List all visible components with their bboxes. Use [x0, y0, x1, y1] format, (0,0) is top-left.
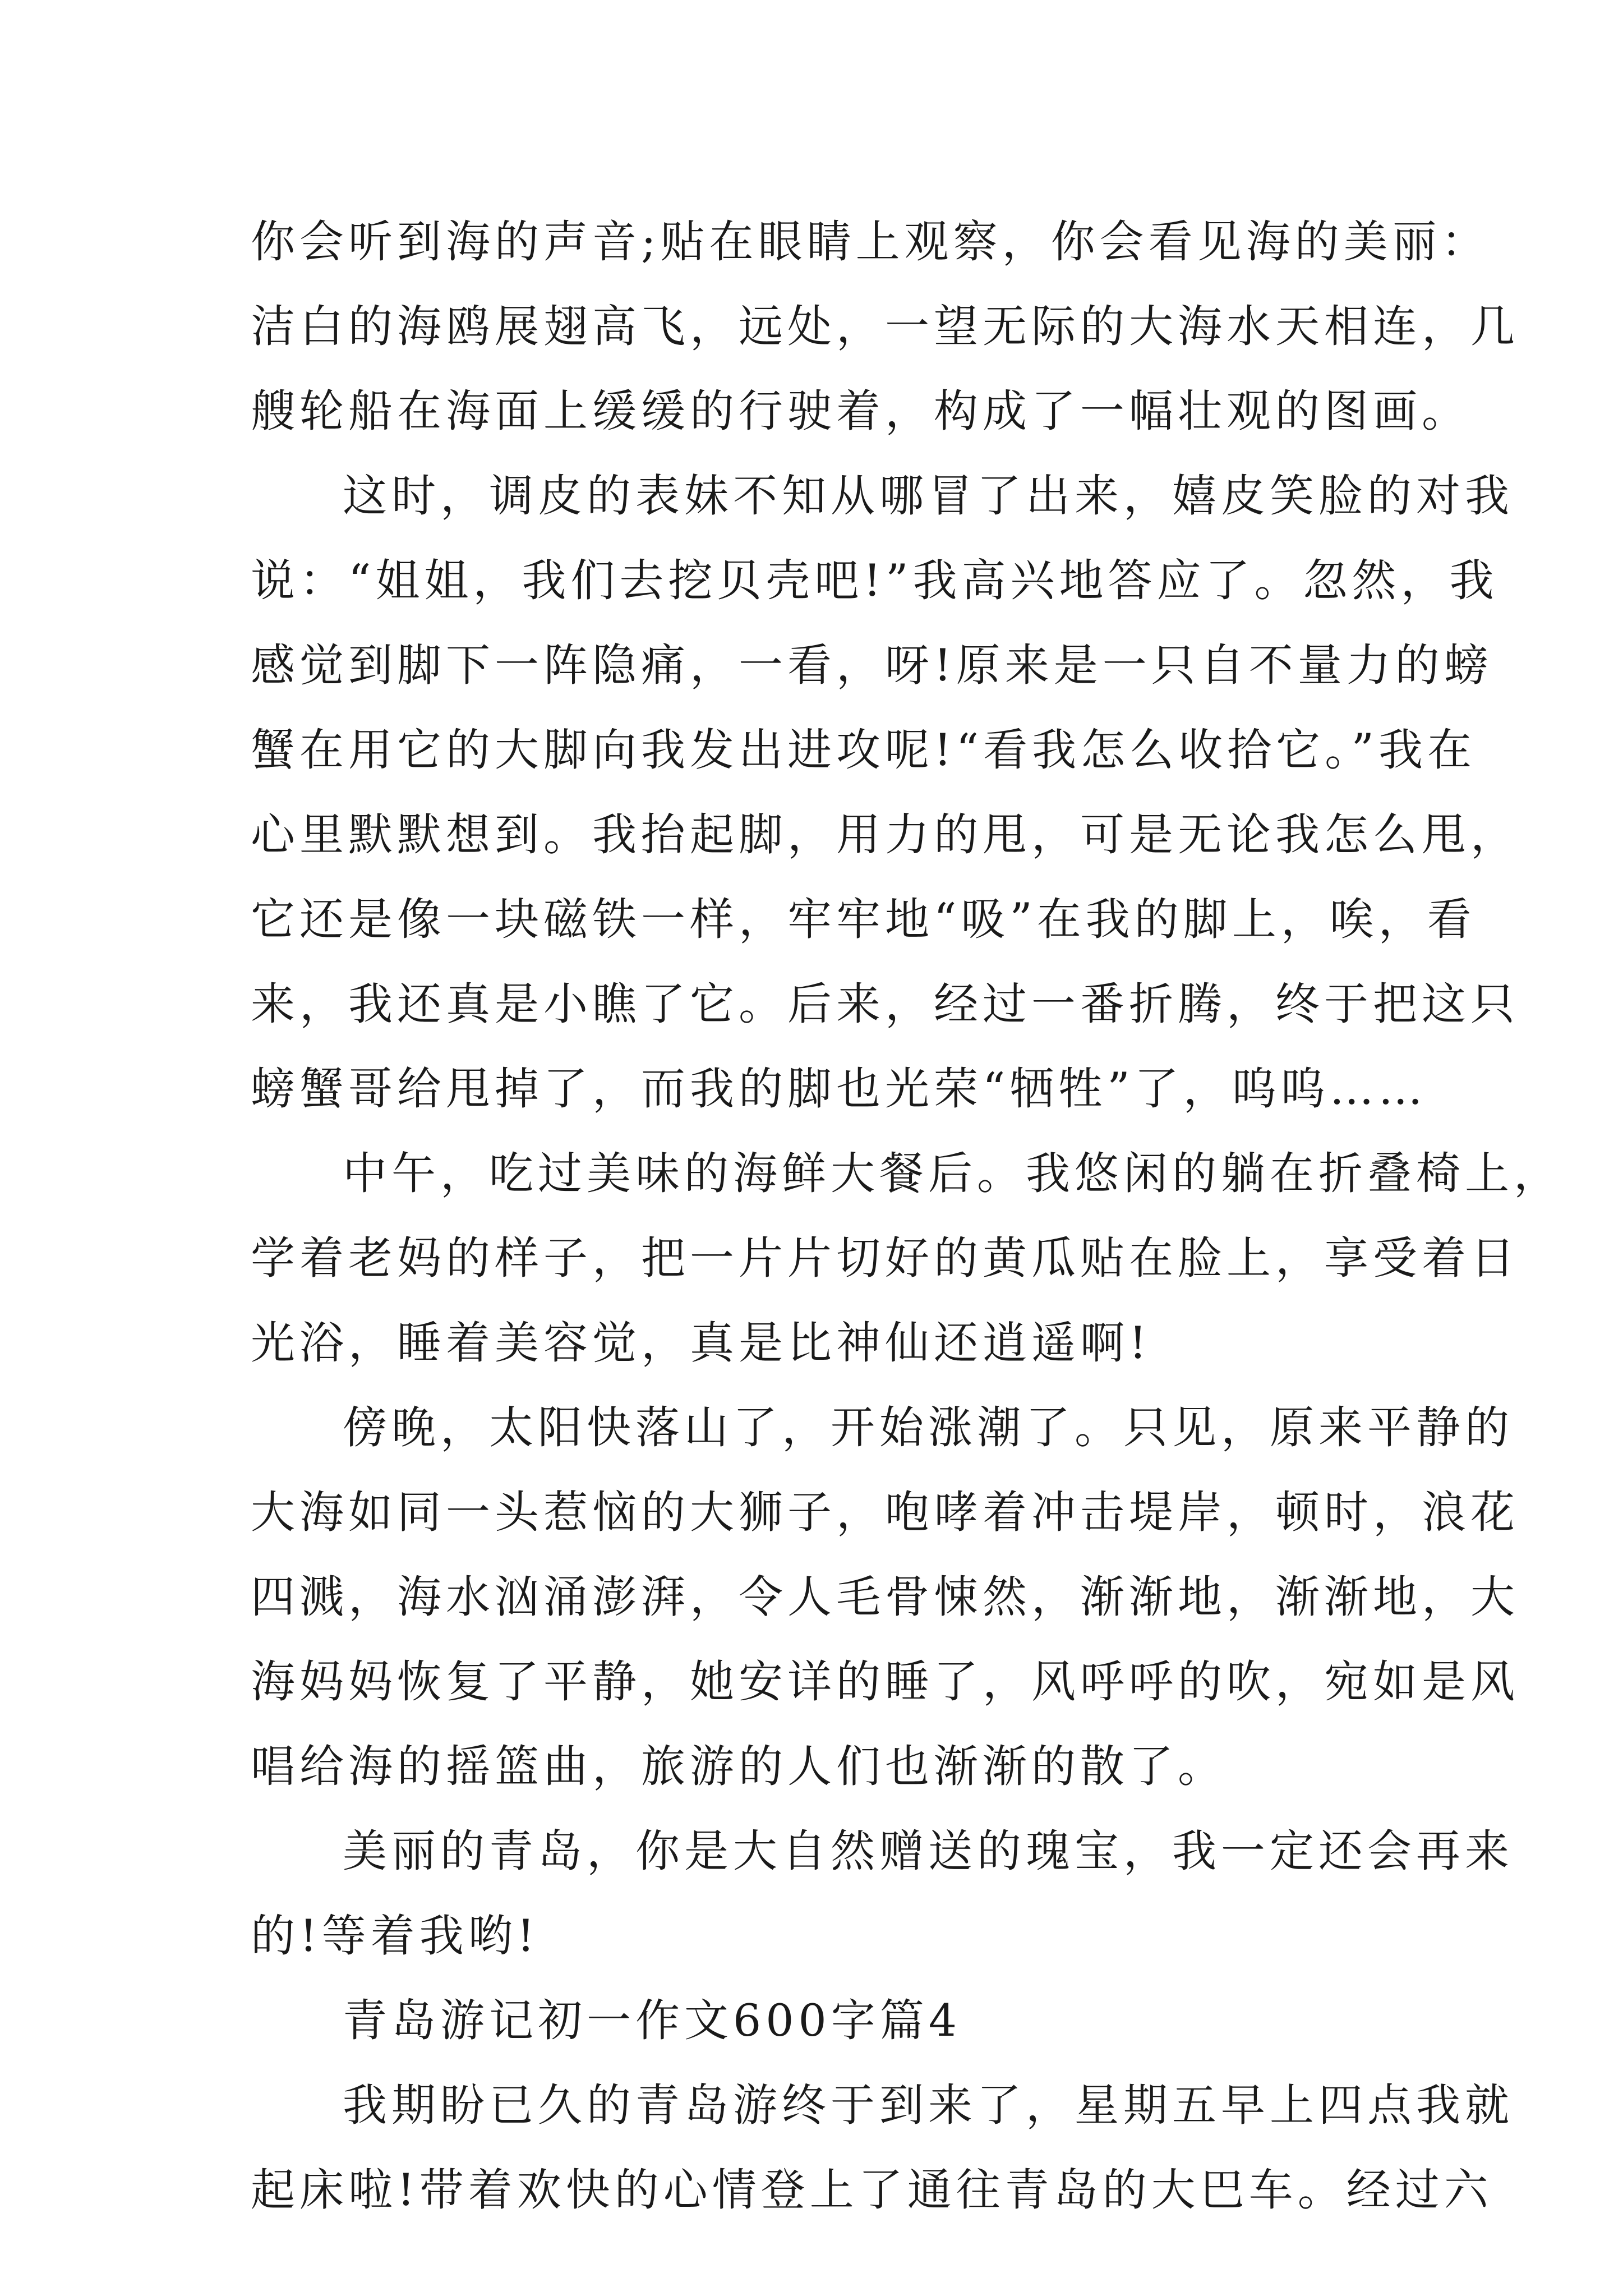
text-line: 蟹在用它的大脚向我发出进攻呢!“看我怎么收拾它。”我在	[251, 724, 1477, 776]
text-line: 学着老妈的样子，把一片片切好的黄瓜贴在脸上，享受着日	[251, 1232, 1519, 1284]
section-heading: 青岛游记初一作文600字篇4	[343, 1995, 962, 2046]
text-line: 的!等着我哟!	[251, 1910, 540, 1962]
text-line: 心里默默想到。我抬起脚，用力的甩，可是无论我怎么甩，	[251, 809, 1519, 861]
paragraph-start-line: 美丽的青岛，你是大自然赠送的瑰宝，我一定还会再来	[343, 1825, 1514, 1877]
paragraph-start-line: 这时，调皮的表妹不知从哪冒了出来，嬉皮笑脸的对我	[343, 470, 1514, 522]
text-line: 说：“姐姐，我们去挖贝壳吧!”我高兴地答应了。忽然，我	[251, 555, 1498, 606]
text-line: 大海如同一头惹恼的大狮子，咆哮着冲击堤岸，顿时，浪花	[251, 1487, 1519, 1538]
text-line: 感觉到脚下一阵隐痛，一看，呀!原来是一只自不量力的螃	[251, 639, 1493, 691]
text-line: 洁白的海鸥展翅高飞，远处，一望无际的大海水天相连，几	[251, 301, 1519, 352]
text-line: 你会听到海的声音;贴在眼睛上观察，你会看见海的美丽：	[251, 216, 1490, 268]
text-line: 来，我还真是小瞧了它。后来，经过一番折腾，终于把这只	[251, 978, 1519, 1030]
text-line: 唱给海的摇篮曲，旅游的人们也渐渐的散了。	[251, 1741, 1227, 1792]
paragraph-start-line: 我期盼已久的青岛游终于到来了，星期五早上四点我就	[343, 2079, 1514, 2131]
essay-text	[251, 200, 1562, 2233]
text-line: 螃蟹哥给甩掉了，而我的脚也光荣“牺牲”了，呜呜……	[251, 1063, 1427, 1115]
text-line: 起床啦!带着欢快的心情登上了通往青岛的大巴车。经过六	[251, 2164, 1493, 2216]
text-line: 四溅，海水汹涌澎湃，令人毛骨悚然，渐渐地，渐渐地，大	[251, 1571, 1519, 1623]
text-line: 艘轮船在海面上缓缓的行驶着，构成了一幅壮观的图画。	[251, 385, 1470, 437]
text-line: 光浴，睡着美容觉，真是比神仙还逍遥啊!	[251, 1317, 1151, 1369]
paragraph-start-line: 中午，吃过美味的海鲜大餐后。我悠闲的躺在折叠椅上，	[343, 1148, 1562, 1199]
text-line: 它还是像一块磁铁一样，牢牢地“吸”在我的脚上，唉，看	[251, 894, 1476, 945]
text-line: 海妈妈恢复了平静，她安详的睡了，风呼呼的吹，宛如是风	[251, 1656, 1519, 1708]
paragraph-start-line: 傍晚，太阳快落山了，开始涨潮了。只见，原来平静的	[343, 1402, 1514, 1453]
